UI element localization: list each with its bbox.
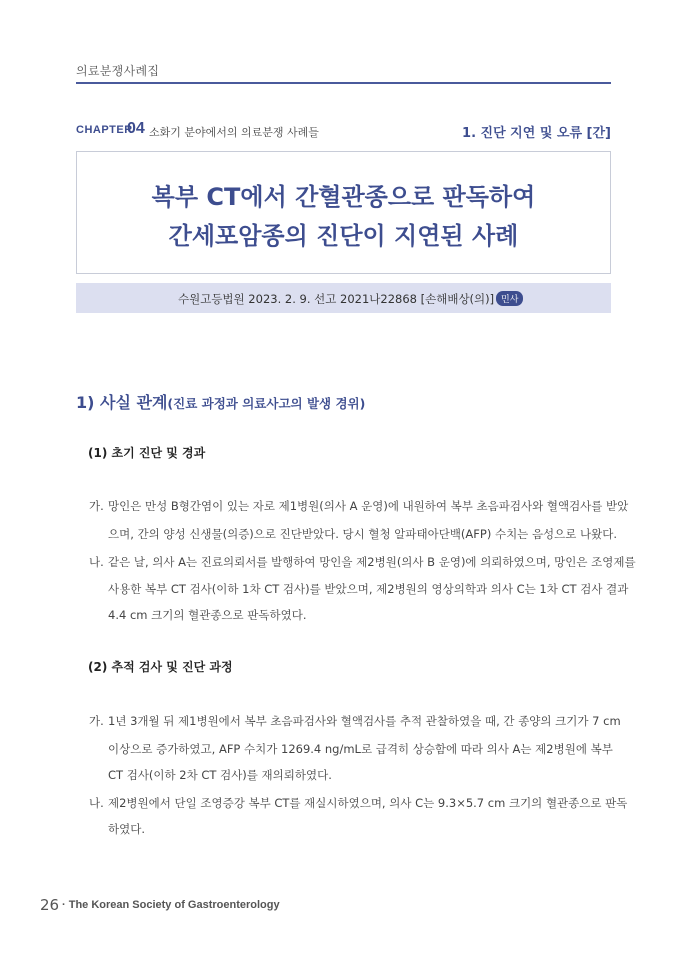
- section-tag: 1. 진단 지연 및 오류 [간]: [462, 126, 611, 141]
- section-heading-main: 1) 사실 관계: [76, 393, 168, 412]
- title-box: [76, 151, 611, 274]
- chapter-number: 04: [127, 120, 145, 137]
- paragraph-line: 이상으로 증가하였고, AFP 수치가 1269.4 ng/mL로 급격히 상승함에 따라 의사 A는 제2병원에 복부: [108, 742, 613, 756]
- paragraph-line: 하였다.: [108, 822, 145, 836]
- chapter-subtitle: 소화기 분야에서의 의료분쟁 사례들: [149, 126, 319, 139]
- case-type-badge: 민사: [496, 291, 523, 306]
- paragraph-line: 같은 날, 의사 A는 진료의뢰서를 발행하여 망인을 제2병원(의사 B 운영)에 의뢰하였으며, 망인은 조영제를: [108, 555, 636, 569]
- section-heading: [76, 390, 365, 413]
- case-bar: [76, 283, 611, 313]
- chapter-label: CHAPTER: [76, 124, 133, 136]
- paragraph-line: 망인은 만성 B형간염이 있는 자로 제1병원(의사 A 운영)에 내원하여 복부 초음파검사와 혈액검사를 받았: [108, 499, 629, 513]
- list-marker: 나.: [89, 796, 104, 810]
- paragraph-line: 사용한 복부 CT 검사(이하 1차 CT 검사)를 받았으며, 제2병원의 영상의학과 의사 C는 1차 CT 검사 결과: [108, 582, 629, 596]
- section-heading-sub: (진료 과정과 의료사고의 발생 경위): [167, 396, 366, 411]
- subsection-heading-1: (1) 초기 진단 및 경과: [88, 446, 206, 460]
- paragraph-line: CT 검사(이하 2차 CT 검사)를 재의뢰하였다.: [108, 768, 332, 782]
- chapter-row: [76, 120, 611, 142]
- header-title: 의료분쟁사례집: [76, 64, 160, 78]
- paragraph-line: 4.4 cm 크기의 혈관종으로 판독하였다.: [108, 608, 307, 622]
- footer-society-name: · The Korean Society of Gastroenterology: [62, 899, 280, 911]
- title-line-1: 복부 CT에서 간혈관종으로 판독하여: [151, 183, 536, 211]
- list-marker: 가.: [89, 714, 104, 728]
- paragraph-line: 제2병원에서 단일 조영증강 복부 CT를 재실시하였으며, 의사 C는 9.3×5.7 cm 크기의 혈관종으로 판독: [108, 796, 628, 810]
- paragraph-line: 으며, 간의 양성 신생물(의증)으로 진단받았다. 당시 혈청 알파태아단백(AFP) 수치는 음성으로 나왔다.: [108, 527, 618, 541]
- paragraph-line: 1년 3개월 뒤 제1병원에서 복부 초음파검사와 혈액검사를 추적 관찰하였을 때, 간 종양의 크기가 7 cm: [108, 714, 621, 728]
- subsection-heading-2: (2) 추적 검사 및 진단 과정: [88, 660, 233, 674]
- title-line-2: 간세포암종의 진단이 지연된 사례: [168, 222, 519, 250]
- page-number: 26: [40, 896, 60, 914]
- list-marker: 나.: [89, 555, 104, 569]
- case-citation: 수원고등법원 2023. 2. 9. 선고 2021나22868 [손해배상(의)]: [178, 292, 495, 306]
- header-rule: [76, 82, 611, 84]
- list-marker: 가.: [89, 499, 104, 513]
